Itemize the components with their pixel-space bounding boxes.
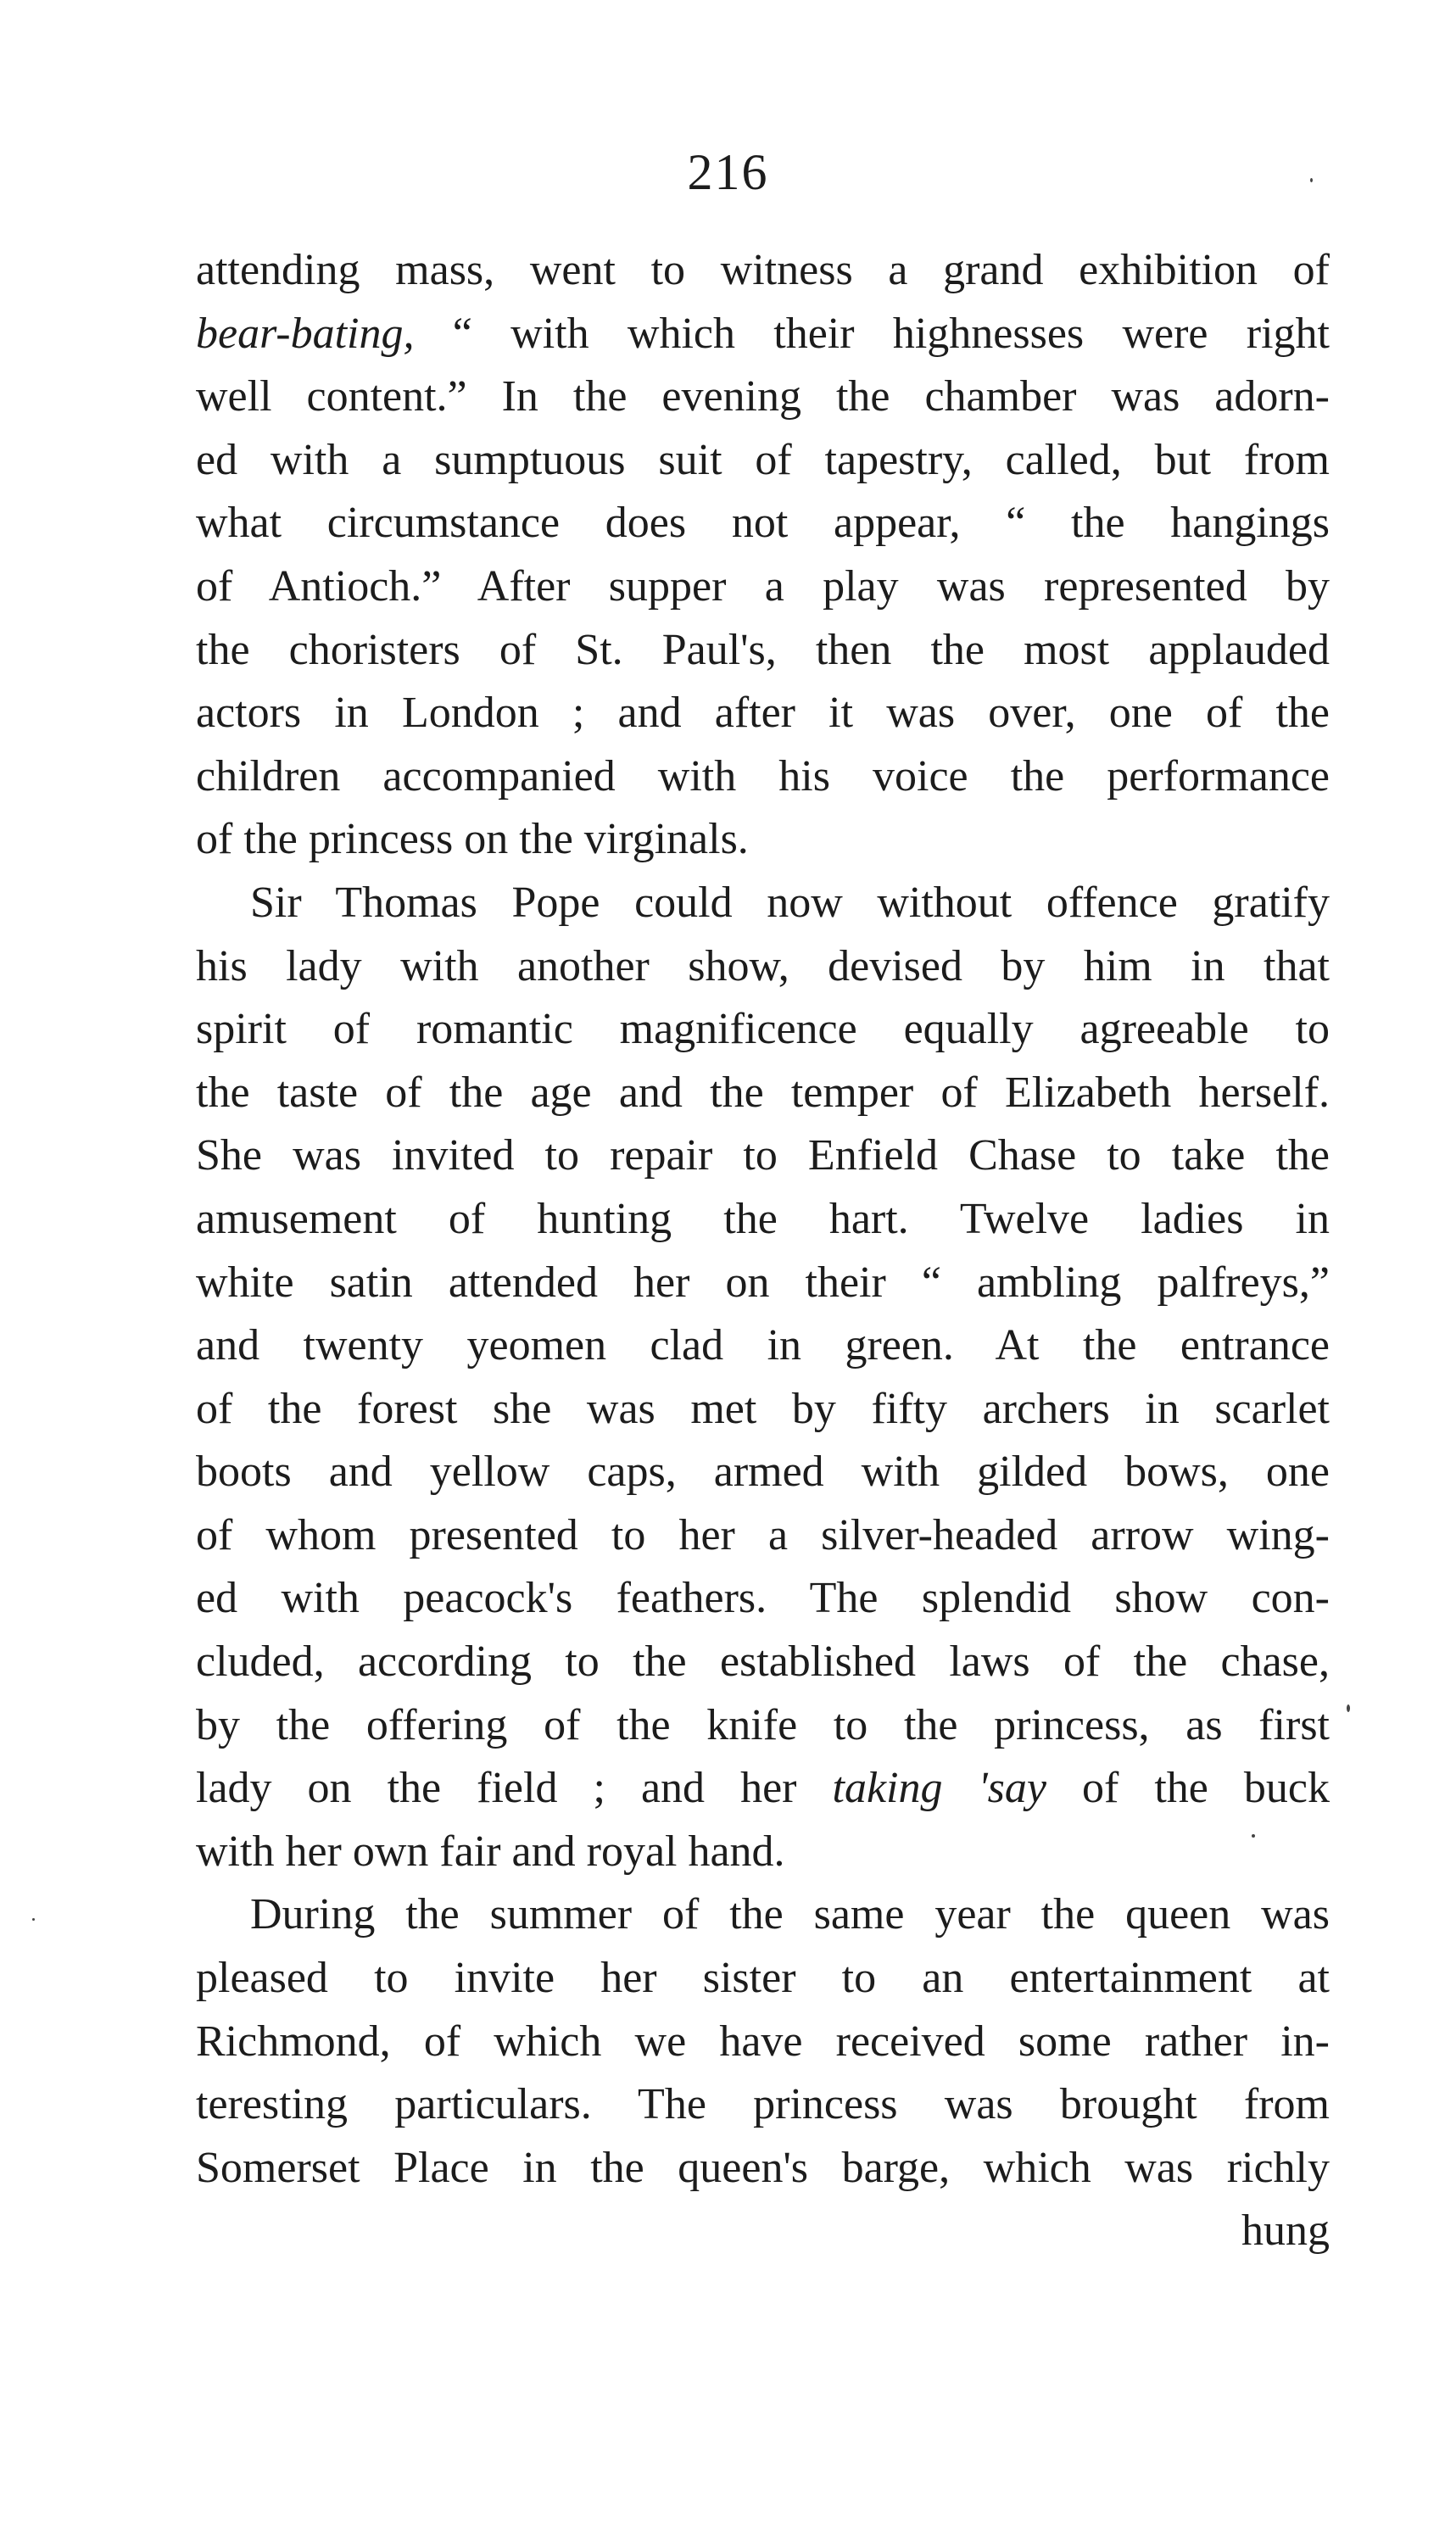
text-line (196, 492, 1330, 555)
text-line (196, 682, 1330, 745)
text-line (196, 1821, 1330, 1884)
text-run: “ with which their highnesses were right (414, 309, 1330, 358)
text-run: his lady with another show, devised by him in that (196, 941, 1330, 990)
text-line (196, 303, 1330, 366)
text-run: boots and yellow caps, armed with gilded bows, one (196, 1448, 1330, 1497)
italic-text: taking 'say (832, 1764, 1046, 1813)
text-line (196, 935, 1330, 999)
text-line (196, 1694, 1330, 1758)
text-run: Richmond, of which we have received some rather in- (196, 2017, 1330, 2066)
ink-speck (32, 1918, 35, 1921)
text-line (196, 429, 1330, 493)
text-run: pleased to invite her sister to an entertainment at (196, 1954, 1330, 2003)
text-line (196, 1757, 1330, 1821)
text-run: Somerset Place in the queen's barge, which was richly (196, 2143, 1330, 2192)
text-run: with her own fair and royal hand. (196, 1827, 785, 1876)
text-run: what circumstance does not appear, “ the hangings (196, 499, 1330, 548)
text-line (196, 1631, 1330, 1694)
text-line (196, 1441, 1330, 1504)
text-run: of the buck (1046, 1764, 1330, 1813)
text-line (196, 2073, 1330, 2137)
text-run: of the forest she was met by fifty archers in scarlet (196, 1384, 1330, 1433)
text-run: attending mass, went to witness a grand exhibition of (196, 246, 1330, 294)
text-line (196, 872, 1330, 935)
text-run: the taste of the age and the temper of Elizabeth herself. (196, 1068, 1330, 1117)
text-line (196, 1567, 1330, 1631)
text-line (196, 1124, 1330, 1188)
text-run: of whom presented to her a silver-headed arrow wing- (196, 1510, 1330, 1559)
ink-speck (1310, 178, 1313, 182)
text-run: by the offering of the knife to the princess, as first (196, 1700, 1330, 1749)
text-run: Sir Thomas Pope could now without offence gratify (250, 878, 1330, 927)
text-line (196, 365, 1330, 429)
text-line (196, 2011, 1330, 2074)
text-run: ed with a sumptuous suit of tapestry, called, but from (196, 435, 1330, 484)
text-run: well content.” In the evening the chamber was adorn- (196, 372, 1330, 421)
catchword: hung (1241, 2206, 1330, 2256)
text-line (196, 2137, 1330, 2201)
ink-speck (1252, 1834, 1255, 1838)
text-line (196, 1188, 1330, 1252)
text-run: lady on the field ; and her (196, 1764, 833, 1813)
text-line (196, 619, 1330, 683)
text-line (196, 1314, 1330, 1378)
text-line (196, 239, 1330, 303)
italic-text: bear-bating, (196, 309, 415, 358)
text-line (196, 998, 1330, 1062)
text-run: actors in London ; and after it was over, one of the (196, 689, 1330, 738)
text-run: She was invited to repair to Enfield Chase to take the (196, 1131, 1330, 1180)
text-line (196, 808, 1330, 872)
text-line (196, 1378, 1330, 1442)
page-number: 216 (687, 144, 769, 200)
text-run: ed with peacock's feathers. The splendid show con- (196, 1574, 1330, 1623)
text-line (196, 1062, 1330, 1125)
text-run: of Antioch.” After supper a play was represented by (196, 561, 1330, 611)
text-run: During the summer of the same year the queen was (250, 1890, 1330, 1939)
text-run: children accompanied with his voice the performance (196, 751, 1330, 800)
body-text (196, 239, 1330, 2263)
ink-speck (1347, 1704, 1350, 1712)
text-line (196, 1883, 1330, 1947)
text-run: of the princess on the virginals. (196, 815, 749, 864)
text-line (196, 745, 1330, 809)
text-run: amusement of hunting the hart. Twelve ladies in (196, 1194, 1330, 1243)
text-run: teresting particulars. The princess was brought from (196, 2080, 1330, 2129)
text-line (196, 1947, 1330, 2011)
text-run: cluded, according to the established laws of the chase, (196, 1637, 1330, 1687)
text-line (196, 555, 1330, 619)
text-run: spirit of romantic magnificence equally agreeable to (196, 1005, 1330, 1054)
text-run: and twenty yeomen clad in green. At the entrance (196, 1321, 1330, 1370)
text-line (196, 1504, 1330, 1568)
text-run: the choristers of St. Paul's, then the most applauded (196, 625, 1330, 674)
text-run: white satin attended her on their “ ambling palfreys,” (196, 1258, 1330, 1307)
text-line (196, 1252, 1330, 1315)
